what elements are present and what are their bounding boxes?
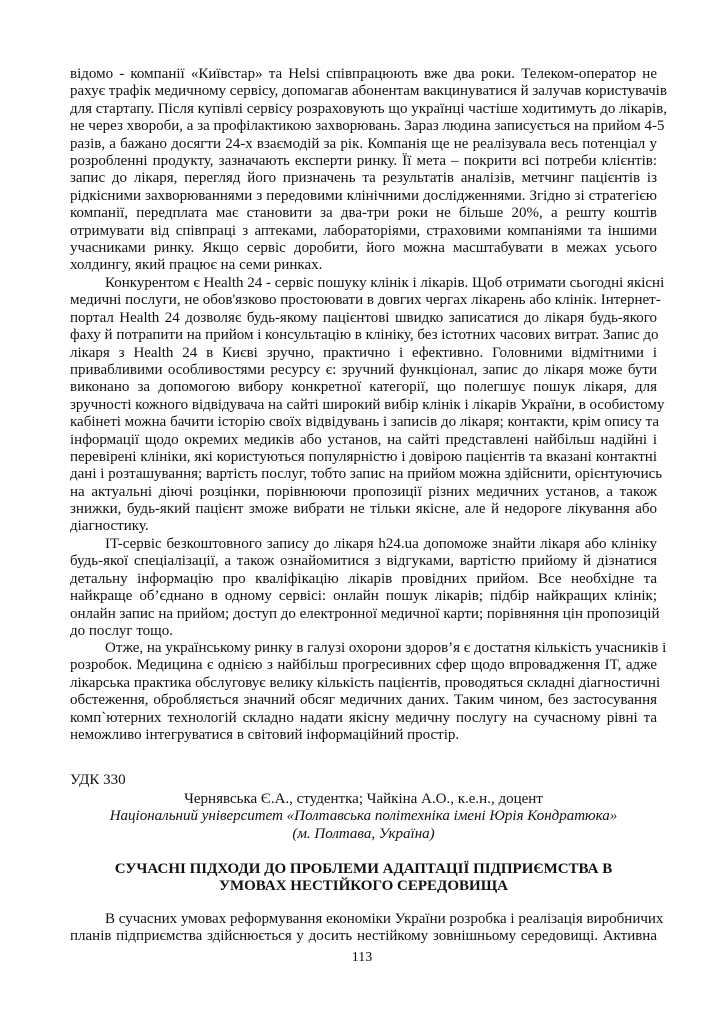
text-line: учасниками ринку. Якщо сервіс доробити, його можна масштабувати в межах усього: [70, 239, 657, 256]
text-line: холдингу, який працює на семи ринках.: [70, 257, 323, 274]
text-line: знижки, будь-який пацієнт зможе вибрати не тільки якісне, але й недороге лікування або: [70, 501, 657, 518]
text-line: комп`ютерних технологій складно надати якісну медичну послугу на сучасному рівні та: [70, 709, 657, 726]
title-line: УМОВАХ НЕСТІЙКОГО СЕРЕДОВИЩА: [218, 878, 509, 895]
text-line: неможливо інтегруватися в світовий інформаційний простір.: [70, 726, 460, 743]
paragraph-helsi: [70, 66, 667, 275]
text-line: детальну інформацію про кваліфікацію лікарів провідних прийом. Все необхідне та: [70, 570, 657, 587]
text-line: розробленні продукту, зазначають експерти ринку. Її мета – покрити всі потреби клієнтів:: [70, 152, 657, 169]
text-line: разів, а бажано досягти 24-х взаємодій за рік. Компанія ще не реалізувала весь потенціал у: [70, 135, 657, 152]
text-line: для стартапу. Після купівлі сервісу розраховують що українці частіше ходитимуть до лікарів,: [70, 100, 667, 117]
udc-code: [70, 772, 657, 789]
text-line: виконано за допомогою вибору конкретної категорії, що полегшує пошук лікаря, для: [70, 379, 657, 396]
paragraph-h24-service: [70, 536, 660, 640]
text-line: не через хвороби, а за профілактикою захворювань. Зараз людина записується на прийом 4-5: [70, 118, 665, 135]
location: (м. Полтава, Україна): [292, 825, 435, 842]
text-line: кабінеті можна бачити історію своїх відвідувань і записів до лікаря; контакти, крім опису та: [70, 414, 660, 431]
text-line: будь-якої спеціалізації, а також ознайомитися з відгуками, вартістю прийому й дізнатися: [70, 553, 657, 570]
article-title: [70, 861, 657, 896]
text-line: компанії, передплата має становити за два-три роки не більше 20%, а решту коштів: [70, 205, 657, 222]
text-line: перевірені клініки, які користуються популярністю і довірою пацієнтів та вказані контактні: [70, 448, 657, 465]
text-line: портал Health 24 дозволяє будь-якому пацієнтові швидко записатися до лікаря будь-якого: [70, 309, 657, 326]
text-line: привабливими особливостями ресурсу є: зручний функціонал, запис до лікаря може бути: [70, 361, 657, 378]
affiliation: Національний університет «Полтавська політехніка імені Юрія Кондратюка»: [109, 808, 618, 825]
text-line: рахує трафік медичному сервісу, допомагав абонентам вакцинуватися й залучав користувачів: [70, 83, 667, 100]
text-line: відомо - компанії «Київстар» та Helsi співпрацюють вже два роки. Телеком-оператор не: [70, 66, 657, 82]
text-line: В сучасних умовах реформування економіки України розробка і реалізація виробничих: [105, 911, 664, 927]
text-line: інформації щодо окремих медиків або установ, на сайті представлені найбільш надійні і: [70, 431, 657, 448]
text-line: планів підприємства здійснюється у досить нестійкому зовнішньому середовищі. Активна: [70, 928, 657, 945]
text-line: запис до лікаря, перегляд його призначень та результатів аналізів, метчинг пацієнтів із: [70, 170, 657, 187]
text-line: розробок. Медицина є однією з найбільш прогресивних сфер щодо впровадження IT, адже: [70, 657, 657, 674]
text-line: обстеження, обробляється значний обсяг медичних даних. Таким чином, без застосування: [70, 692, 657, 709]
text-line: дані і розташування; вартість послуг, тобто запис на прийом можна здійснити, орієнтуючись: [70, 466, 663, 483]
text-line: онлайн запис на прийом; доступ до електронної медичної карти; порівняння цін пропозицій: [70, 605, 660, 622]
article-header: [70, 791, 657, 843]
article-intro: [70, 911, 664, 946]
text-line: медичні послуги, не обов'язково простоювати в довгих чергах лікарень або клінік. Інтернет-: [70, 292, 661, 309]
paragraph-conclusion: [70, 640, 667, 744]
paragraph-health24: [70, 275, 665, 536]
text-line: зручності кожного відвідувача на сайті широкий вибір клінік і лікарів України, в особистому: [70, 396, 665, 413]
page-number: 113: [351, 950, 373, 965]
text-line: лікаря з Health 24 в Києві зручно, практично і ефективно. Головними відмітними і: [70, 344, 657, 361]
title-line: СУЧАСНІ ПІДХОДИ ДО ПРОБЛЕМИ АДАПТАЦІЇ ПІДПРИЄМСТВА В: [114, 861, 613, 877]
text-line: рідкісними захворюваннями з передовими клінічними дослідженнями. Згідно зі стратегією: [70, 187, 657, 204]
text-line: лікарська практика обслуговує велику кількість пацієнтів, проводяться складні діагностичні: [70, 674, 661, 691]
text-line: найкраще об’єднано в одному сервісі: онлайн пошук лікарів; підбір найкращих клінік;: [70, 588, 657, 605]
text-line: Конкурентом є Health 24 - сервіс пошуку клінік і лікарів. Щоб отримати сьогодні якісні: [105, 275, 665, 291]
text-line: отримувати від співпраці з аптеками, лабораторіями, страховими компаніями та іншими: [70, 222, 657, 239]
text-line: IT-сервіс безкоштовного запису до лікаря h24.ua допоможе знайти лікаря або клініку: [105, 536, 657, 552]
text-line: до послуг тощо.: [70, 622, 173, 639]
text-line: на актуальні діючі розцінки, порівнюючи пропозиції різних медичних установ, а також: [70, 483, 657, 500]
text-line: діагностику.: [70, 518, 149, 535]
text-line: Отже, на українському ринку в галузі охорони здоров’я є достатня кількість учасників і: [105, 640, 667, 656]
udc-text: УДК 330: [70, 772, 126, 788]
text-line: фаху й потрапити на прийом і консультацію в клініку, без істотних часових витрат. Запис до: [70, 327, 659, 344]
authors: Чернявська Є.А., студентка; Чайкіна А.О., к.е.н., доцент: [184, 791, 543, 807]
